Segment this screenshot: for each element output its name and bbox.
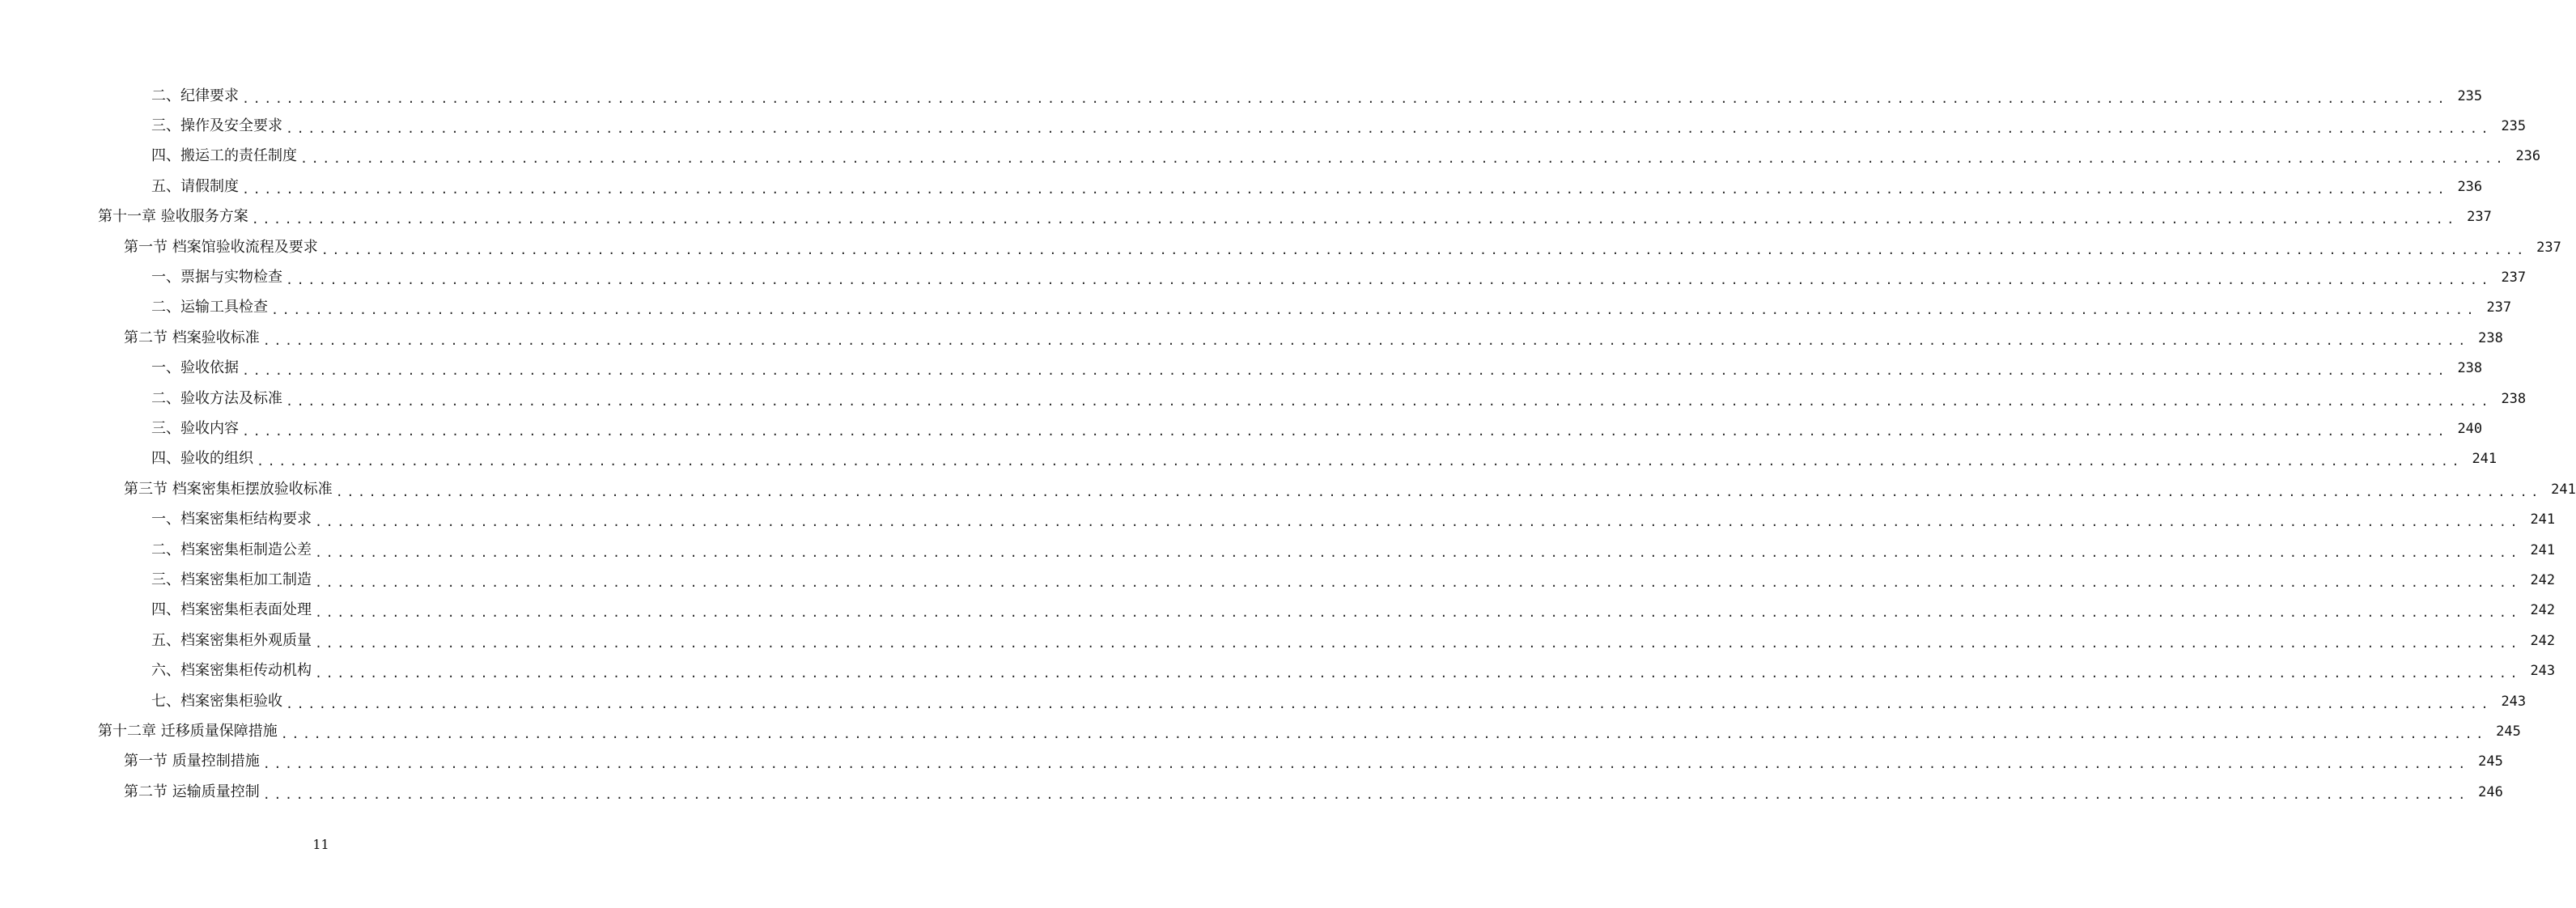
toc-entry-page: 238 — [2478, 329, 2503, 346]
toc-entry-page: 237 — [2467, 209, 2492, 226]
dot-leader: ........................................................................................................................................................................................................ — [286, 121, 2493, 137]
toc-entry[interactable] — [0, 535, 2556, 565]
toc-entry[interactable] — [0, 262, 2527, 292]
toc-entry-page: 241 — [2472, 451, 2497, 468]
toc-entry-page: 236 — [2515, 148, 2541, 165]
toc-entry-label: 三、验收内容 — [151, 419, 239, 437]
toc-entry-page: 246 — [2478, 783, 2503, 800]
toc-entry-label: 第二节 档案验收标准 — [124, 329, 260, 346]
dot-leader: ........................................................................................................................................................................................................ — [315, 666, 2522, 681]
toc-entry-label: 三、操作及安全要求 — [151, 117, 282, 135]
dot-leader: ........................................................................................................................................................................................................ — [286, 696, 2493, 711]
toc-entry[interactable] — [0, 504, 2556, 534]
dot-leader: ........................................................................................................................................................................................................ — [315, 515, 2522, 530]
toc-entry-page: 243 — [2530, 663, 2556, 680]
dot-leader: ........................................................................................................................................................................................................ — [242, 91, 2449, 106]
toc-entry-page: 238 — [2501, 390, 2527, 407]
toc-entry[interactable] — [0, 293, 2512, 323]
dot-leader: ........................................................................................................................................................................................................ — [320, 242, 2527, 257]
toc-entry-page: 245 — [2496, 723, 2521, 740]
toc-entry-label: 第三节 档案密集柜摆放验收标准 — [124, 480, 333, 498]
dot-leader: ........................................................................................................................................................................................................ — [280, 726, 2487, 741]
toc-entry-label: 一、票据与实物检查 — [151, 269, 282, 286]
dot-leader: ........................................................................................................................................................................................................ — [286, 393, 2493, 409]
table-of-contents — [0, 81, 2576, 807]
toc-entry[interactable] — [0, 384, 2527, 414]
dot-leader: ........................................................................................................................................................................................................ — [257, 454, 2464, 469]
page-number: 11 — [312, 837, 329, 852]
dot-leader: ........................................................................................................................................................................................................ — [251, 212, 2458, 227]
toc-entry-label: 一、档案密集柜结构要求 — [151, 511, 312, 528]
toc-entry-label: 二、运输工具检查 — [151, 299, 268, 316]
toc-entry-page: 236 — [2457, 178, 2483, 195]
toc-entry-label: 六、档案密集柜传动机构 — [151, 662, 312, 680]
dot-leader: ........................................................................................................................................................................................................ — [242, 423, 2449, 439]
toc-entry[interactable] — [0, 565, 2556, 595]
toc-entry-page: 241 — [2551, 481, 2576, 498]
dot-leader: ........................................................................................................................................................................................................ — [242, 363, 2449, 379]
toc-entry-page: 241 — [2530, 511, 2556, 528]
toc-entry-label: 第一节 档案馆验收流程及要求 — [124, 238, 318, 256]
toc-entry-label: 五、档案密集柜外观质量 — [151, 631, 312, 649]
dot-leader: ........................................................................................................................................................................................................ — [315, 635, 2522, 651]
dot-leader: ........................................................................................................................................................................................................ — [300, 151, 2507, 167]
toc-entry-page: 242 — [2530, 632, 2556, 649]
toc-entry-page: 238 — [2457, 360, 2483, 377]
toc-entry[interactable] — [0, 323, 2503, 353]
dot-leader: ........................................................................................................................................................................................................ — [262, 787, 2469, 802]
toc-entry[interactable] — [0, 747, 2503, 777]
dot-leader: ........................................................................................................................................................................................................ — [242, 181, 2449, 197]
toc-entry-label: 七、档案密集柜验收 — [151, 692, 282, 710]
toc-entry[interactable] — [0, 656, 2556, 685]
toc-entry-page: 241 — [2530, 541, 2556, 558]
toc-entry-label: 四、搬运工的责任制度 — [151, 147, 297, 165]
toc-entry-label: 五、请假制度 — [151, 177, 239, 195]
toc-entry[interactable] — [0, 444, 2497, 474]
toc-entry-page: 237 — [2536, 239, 2561, 256]
toc-entry-page: 242 — [2530, 571, 2556, 588]
toc-entry[interactable] — [0, 81, 2483, 111]
toc-entry-label: 二、纪律要求 — [151, 87, 239, 104]
toc-entry-label: 一、验收依据 — [151, 359, 239, 377]
toc-entry[interactable] — [0, 172, 2483, 202]
toc-entry-page: 235 — [2457, 87, 2483, 104]
toc-entry-label: 二、档案密集柜制造公差 — [151, 541, 312, 558]
toc-entry[interactable] — [0, 596, 2556, 626]
toc-entry-page: 245 — [2478, 753, 2503, 770]
toc-entry[interactable] — [0, 626, 2556, 656]
toc-entry[interactable] — [0, 111, 2527, 141]
toc-entry[interactable] — [0, 686, 2527, 716]
toc-entry-label: 第二节 运输质量控制 — [124, 783, 260, 800]
toc-entry-label: 第十一章 验收服务方案 — [98, 208, 248, 226]
dot-leader: ........................................................................................................................................................................................................ — [271, 303, 2478, 318]
dot-leader: ........................................................................................................................................................................................................ — [315, 575, 2522, 590]
toc-entry-label: 三、档案密集柜加工制造 — [151, 571, 312, 588]
dot-leader: ........................................................................................................................................................................................................ — [262, 333, 2469, 348]
toc-entry-label: 四、验收的组织 — [151, 450, 253, 468]
toc-entry-label: 二、验收方法及标准 — [151, 389, 282, 407]
toc-entry[interactable] — [0, 474, 2576, 504]
toc-entry-label: 第一节 质量控制措施 — [124, 753, 260, 770]
toc-entry[interactable] — [0, 414, 2483, 443]
dot-leader: ........................................................................................................................................................................................................ — [335, 484, 2542, 499]
toc-entry[interactable] — [0, 716, 2521, 746]
toc-entry-label: 四、档案密集柜表面处理 — [151, 601, 312, 619]
toc-entry[interactable] — [0, 142, 2541, 172]
dot-leader: ........................................................................................................................................................................................................ — [286, 273, 2493, 288]
toc-entry-page: 240 — [2457, 420, 2483, 437]
toc-entry[interactable] — [0, 232, 2561, 262]
toc-entry[interactable] — [0, 202, 2492, 232]
dot-leader: ........................................................................................................................................................................................................ — [315, 545, 2522, 560]
toc-entry-page: 237 — [2501, 269, 2527, 286]
toc-entry[interactable] — [0, 777, 2503, 807]
toc-entry-page: 242 — [2530, 602, 2556, 619]
toc-entry[interactable] — [0, 354, 2483, 384]
toc-entry-label: 第十二章 迁移质量保障措施 — [98, 722, 278, 740]
dot-leader: ........................................................................................................................................................................................................ — [315, 605, 2522, 621]
dot-leader: ........................................................................................................................................................................................................ — [262, 757, 2469, 772]
toc-entry-page: 235 — [2501, 118, 2527, 135]
toc-entry-page: 237 — [2486, 299, 2512, 316]
toc-entry-page: 243 — [2501, 693, 2527, 710]
